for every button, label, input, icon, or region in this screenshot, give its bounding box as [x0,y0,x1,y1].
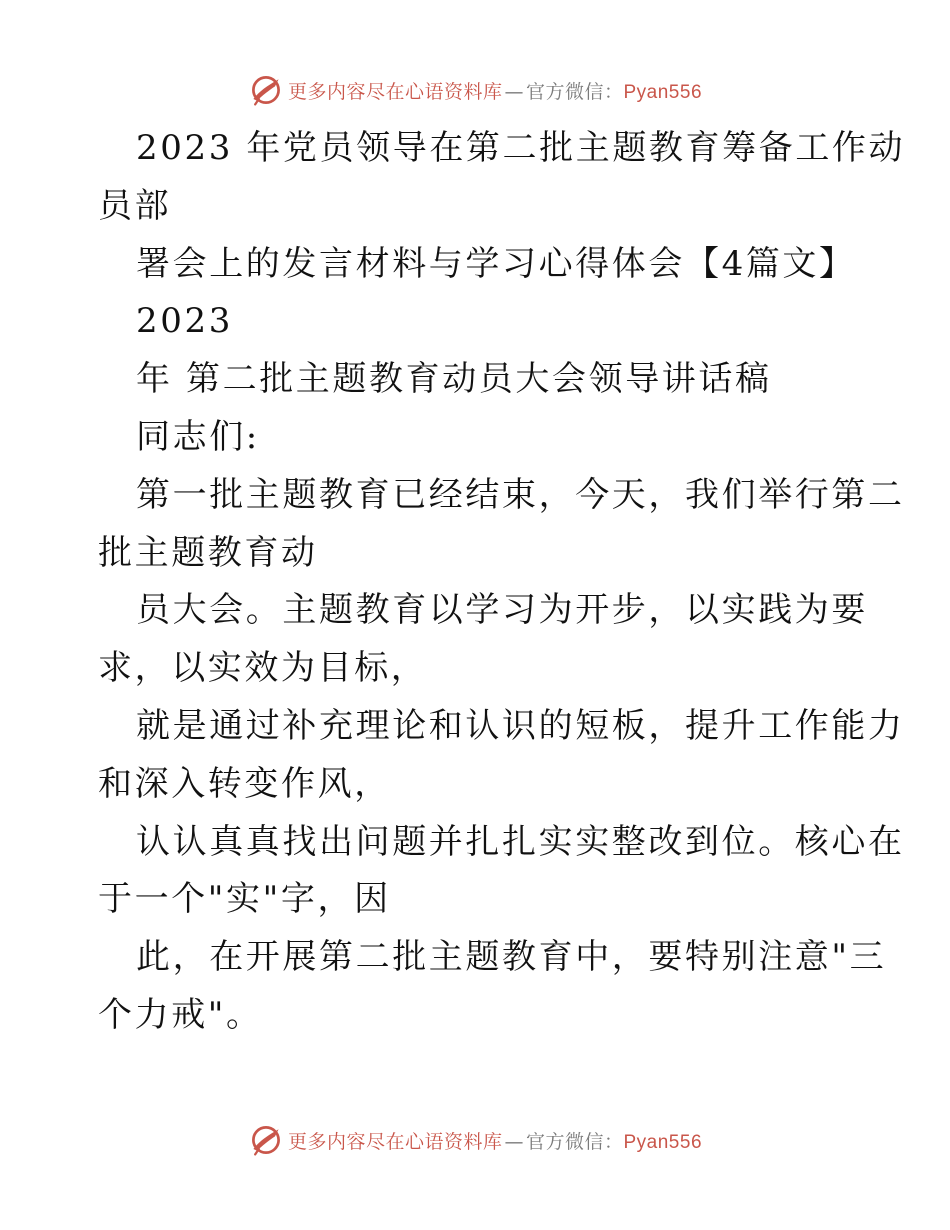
paragraph-line: 求，以实效为目标， [98,648,428,689]
salutation: 同志们: [136,416,260,457]
paragraph-line: 于一个"实"字，因 [98,879,391,920]
watermark-separator: — [504,1130,524,1153]
title-line-2: 员部 [98,185,172,226]
subtitle-year: 2023 [136,301,233,342]
header-watermark [0,70,950,110]
pen-logo-icon [248,72,284,108]
document-body [98,120,906,1045]
watermark-text [288,1127,702,1154]
watermark-main: 更多内容尽在心语资料库 [287,1130,503,1153]
paragraph-line: 员大会。主题教育以学习为开步，以实践为要 [136,590,868,631]
watermark-separator: — [504,80,524,103]
watermark-text [288,77,702,104]
watermark-wechat-id: Pyan556 [623,81,703,103]
paragraph-line: 个力戒"。 [98,994,263,1035]
paragraph-line: 和深入转变作风， [98,763,391,804]
watermark-main: 更多内容尽在心语资料库 [287,80,503,103]
pen-logo-icon [248,1122,284,1158]
paragraph-line: 批主题教育动 [98,532,318,573]
footer-watermark [0,1120,950,1160]
paragraph-line: 就是通过补充理论和认识的短板，提升工作能力 [136,705,905,746]
paragraph-line: 此，在开展第二批主题教育中，要特别注意"三 [136,937,887,978]
title-line-1: 2023 年党员领导在第二批主题教育筹备工作动 [136,128,906,168]
watermark-wechat-label: 官方微信： [525,1130,624,1153]
title-line-3: 署会上的发言材料与学习心得体会【4篇文】 [136,243,856,284]
watermark-wechat-label: 官方微信： [525,80,624,103]
paragraph-line: 第一批主题教育已经结束，今天，我们举行第二 [136,474,905,515]
speech-title: 年 第二批主题教育动员大会领导讲话稿 [136,359,772,400]
paragraph-line: 认认真真找出问题并扎扎实实整改到位。核心在 [136,821,905,862]
watermark-wechat-id: Pyan556 [623,1131,703,1153]
